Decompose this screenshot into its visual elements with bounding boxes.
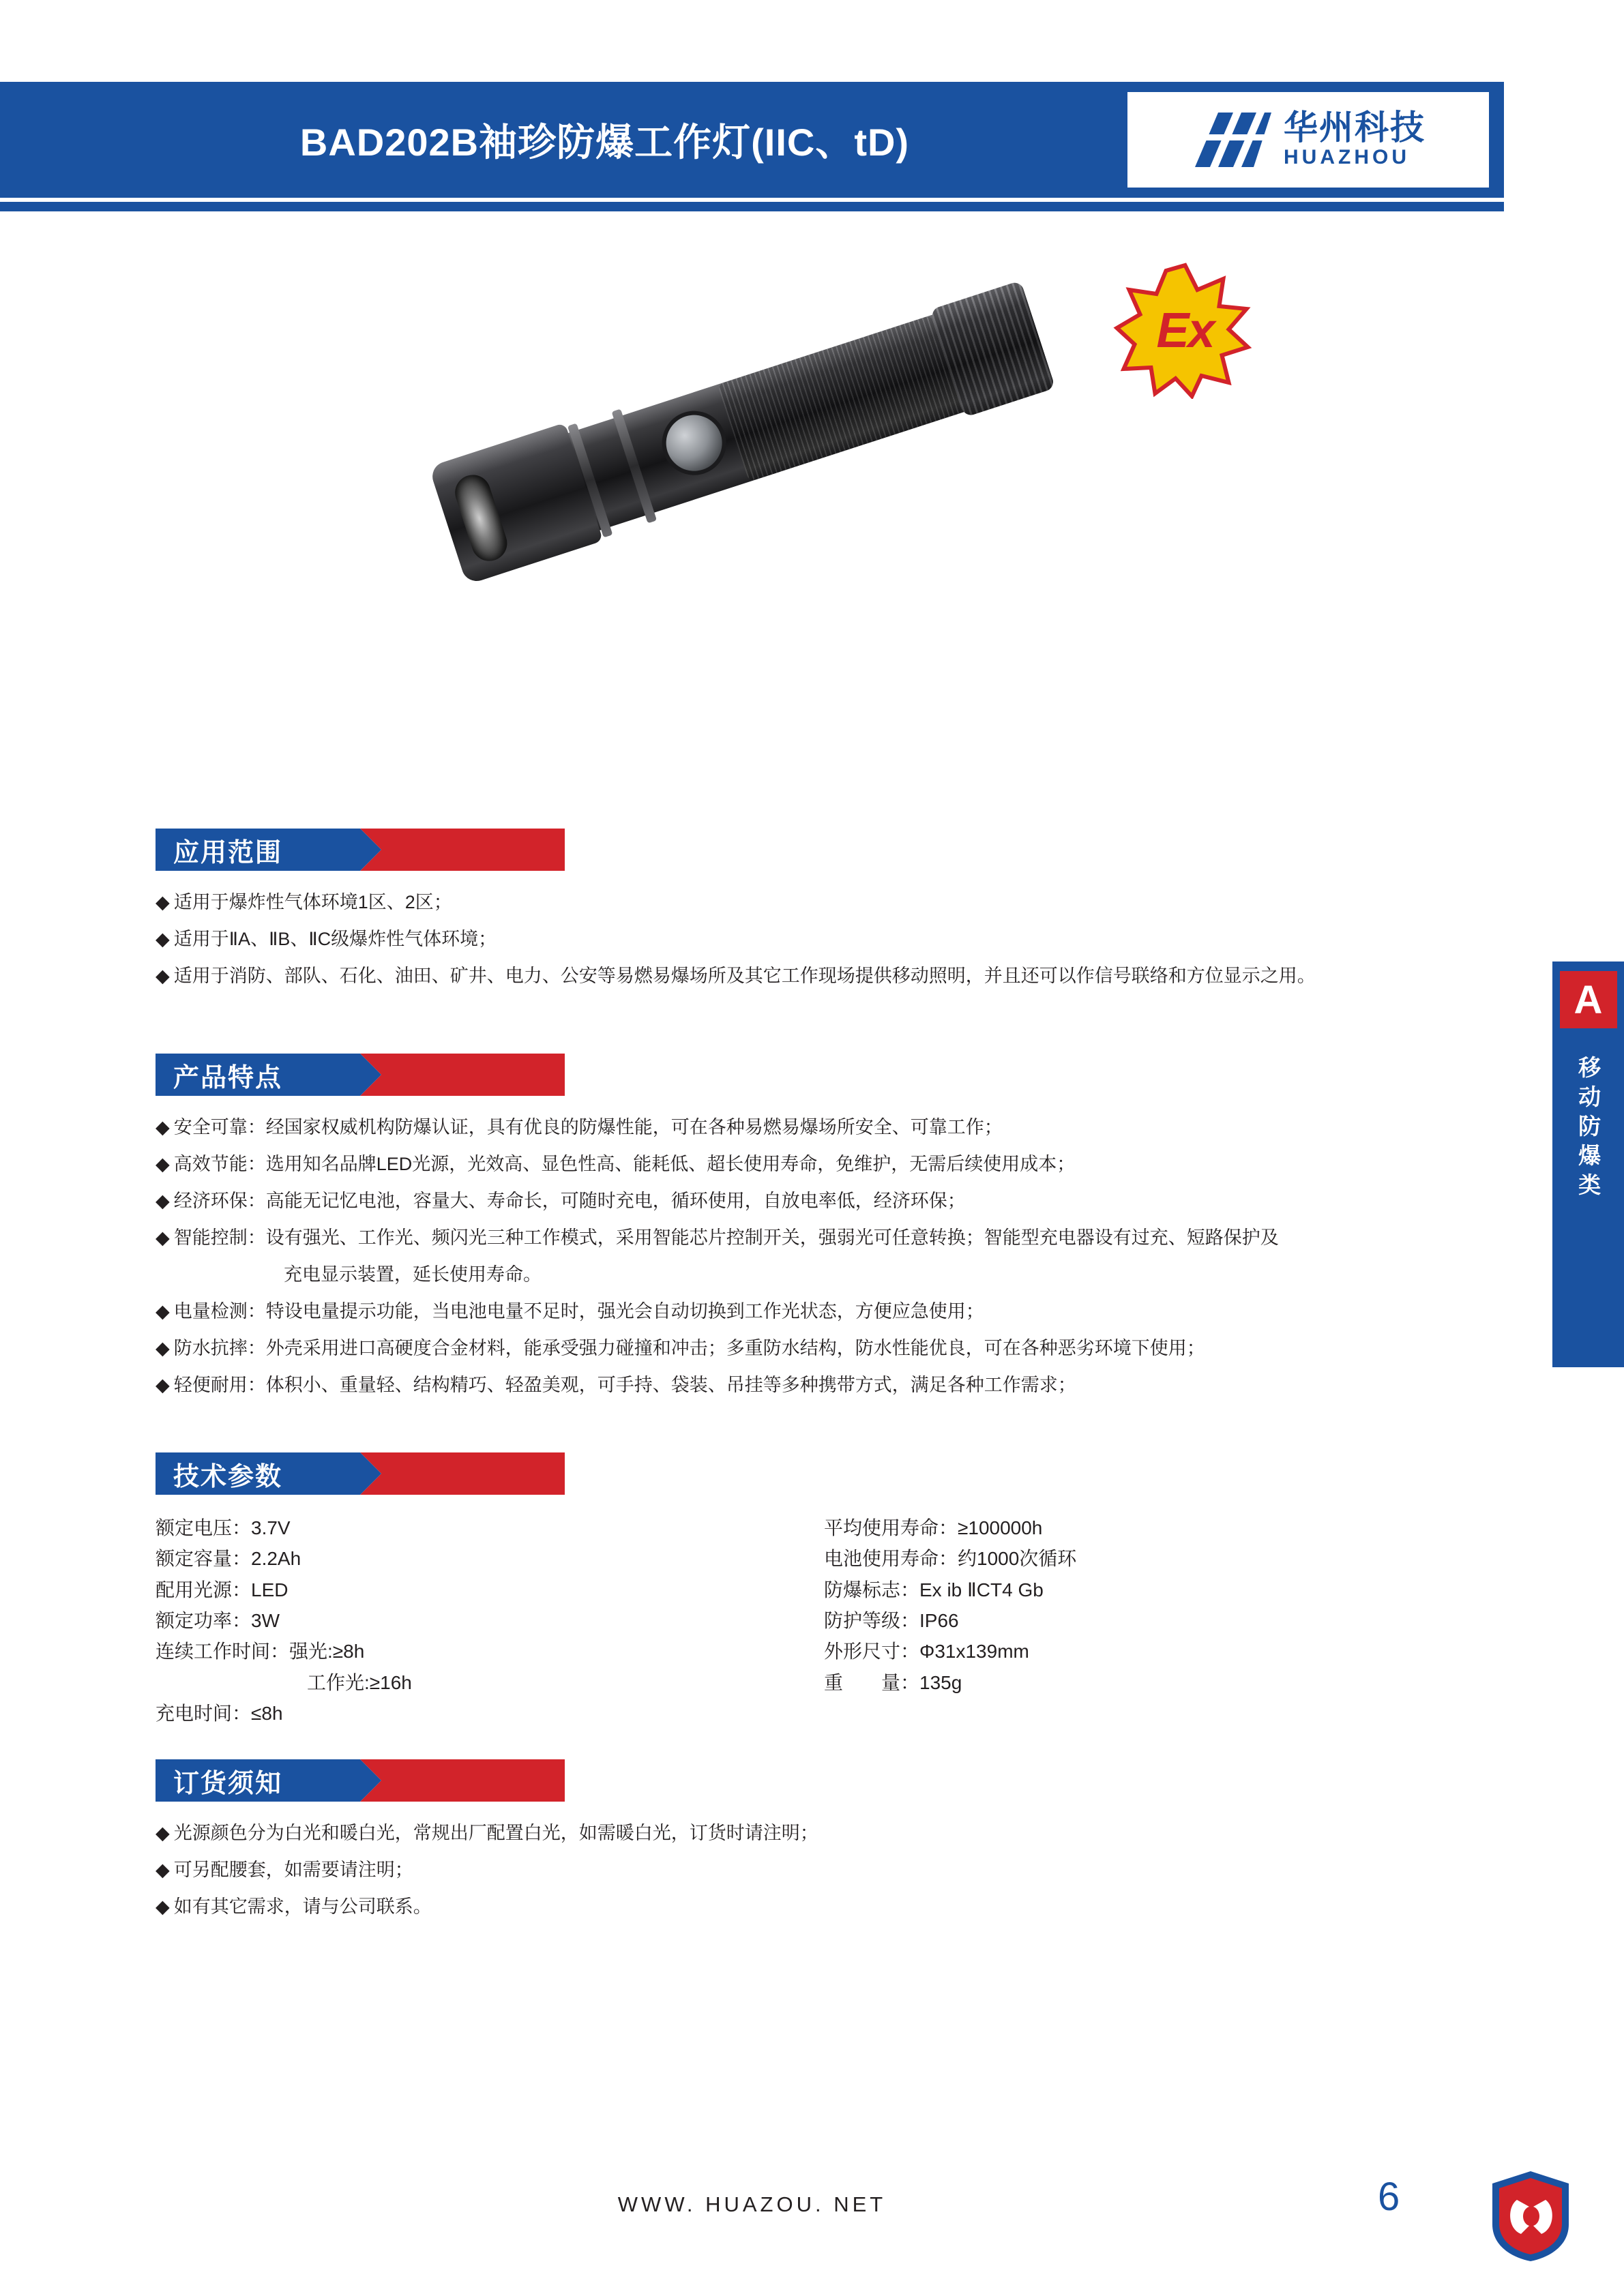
list-item-continuation: 充电显示装置，延长使用寿命。	[284, 1264, 542, 1285]
diamond-bullet-icon: ◆	[156, 1375, 170, 1396]
section-heading-features	[156, 1054, 565, 1096]
list-item-text: 适用于爆炸性气体环境1区、2区；	[173, 892, 452, 912]
spec-row: 工作光:≥16h	[307, 1671, 412, 1693]
list-item-text: 经济环保：高能无记忆电池，容量大、寿命长，可随时充电，循环使用，自放电率低，经济环保；	[173, 1191, 966, 1212]
flashlight-image	[415, 246, 1140, 603]
section-technical-parameters	[156, 1452, 1376, 1729]
side-category-tab	[1552, 961, 1624, 1367]
list-item-text: 高效节能：选用知名品牌LED光源，光效高、显色性高、能耗低、超长使用寿命，免维护，无需后续使用成本；	[173, 1154, 1076, 1175]
spec-row: 连续工作时间：强光:≥8h	[156, 1641, 365, 1663]
list-item	[156, 1819, 1376, 1847]
spec-row: 外形尺寸：Φ31x139mm	[824, 1641, 1029, 1663]
diamond-bullet-icon: ◆	[156, 1117, 170, 1137]
section-heading-label: 产品特点	[156, 1054, 360, 1096]
list-item	[156, 1187, 1376, 1215]
list-item-text: 安全可靠：经国家权威机构防爆认证，具有优良的防爆性能，可在各种易燃易爆场所安全、可靠工作；	[173, 1117, 1003, 1137]
product-image-area	[0, 225, 1504, 791]
section-ordering-notes	[156, 1759, 1376, 1930]
spec-row: 平均使用寿命：≥100000h	[824, 1517, 1043, 1538]
page-title: BAD202B袖珍防爆工作灯(IIC、tD)	[299, 121, 910, 164]
brand-logo-text	[1284, 110, 1426, 170]
list-item	[156, 1114, 1376, 1142]
side-tab-letter: A	[1560, 971, 1617, 1028]
section-heading-accent	[360, 1452, 565, 1495]
flashlight-grip	[718, 315, 963, 482]
list-item	[156, 1224, 1376, 1252]
diamond-bullet-icon: ◆	[156, 1823, 170, 1843]
diamond-bullet-icon: ◆	[156, 1227, 170, 1249]
section-product-features	[156, 1054, 1376, 1408]
spec-row: 防爆标志：Ex ib ⅡCT4 Gb	[824, 1579, 1044, 1600]
list-item	[156, 962, 1376, 990]
list-item-text: 适用于ⅡA、ⅡB、ⅡC级爆炸性气体环境；	[173, 929, 497, 950]
spec-row: 重 量：135g	[824, 1671, 962, 1693]
side-tab-label: 移动防爆类	[1576, 1056, 1601, 1202]
list-item	[156, 1335, 1376, 1362]
list-item	[156, 1298, 1376, 1326]
company-shield-logo-icon	[1487, 2168, 1574, 2264]
list-item-text: 如有其它需求，请与公司联系。	[173, 1896, 432, 1918]
section-heading-label: 应用范围	[156, 829, 360, 871]
list-item-text: 可另配腰套，如需要请注明；	[173, 1860, 413, 1881]
diamond-bullet-icon: ◆	[156, 1301, 170, 1322]
spec-row: 额定容量：2.2Ah	[156, 1548, 301, 1570]
section-heading-specs	[156, 1452, 565, 1495]
list-item	[156, 889, 1376, 916]
list-item	[156, 1893, 1376, 1921]
list-item-text: 智能控制：设有强光、工作光、频闪光三种工作模式，采用智能芯片控制开关，强弱光可任意转换；智能型充电器设有过充、短路保护及	[173, 1227, 1279, 1249]
diamond-bullet-icon: ◆	[156, 1191, 170, 1212]
diamond-bullet-icon: ◆	[156, 892, 170, 912]
brand-name-cn: 华州科技	[1284, 108, 1426, 147]
ex-certification-badge	[1112, 263, 1258, 399]
brand-name-en: HUAZHOU	[1284, 146, 1410, 169]
spec-row: 电池使用寿命：约1000次循环	[824, 1548, 1077, 1570]
list-item-text: 适用于消防、部队、石化、油田、矿井、电力、公安等易燃易爆场所及其它工作现场提供移动照明，并且还可以作信号联络和方位显示之用。	[173, 966, 1316, 987]
section-heading-accent	[360, 829, 565, 871]
section-heading-accent	[360, 1759, 565, 1802]
spec-row: 配用光源：LED	[156, 1579, 289, 1600]
diamond-bullet-icon: ◆	[156, 1860, 170, 1881]
list-item	[156, 1150, 1376, 1178]
spec-row: 额定电压：3.7V	[156, 1517, 291, 1538]
list-item	[156, 925, 1376, 953]
ex-badge-text: Ex	[1156, 303, 1214, 358]
list-item-text: 轻便耐用：体积小、重量轻、结构精巧、轻盈美观，可手持、袋装、吊挂等多种携带方式，满足各种工作需求；	[173, 1375, 1076, 1396]
list-item-text: 电量检测：特设电量提示功能，当电池电量不足时，强光会自动切换到工作光状态，方便应急使用；	[173, 1301, 984, 1322]
spec-column-right	[824, 1512, 1342, 1729]
flashlight-lens	[451, 471, 512, 566]
section-heading-application	[156, 829, 565, 871]
section-application-scope	[156, 829, 1376, 999]
list-item	[156, 1856, 1376, 1884]
list-item	[156, 1371, 1376, 1399]
header-underline	[0, 202, 1504, 211]
spec-row: 额定功率：3W	[156, 1610, 280, 1632]
section-heading-accent	[360, 1054, 565, 1096]
huazhou-logo-icon	[1191, 107, 1273, 173]
list-item-text: 光源颜色分为白光和暖白光，常规出厂配置白光，如需暖白光，订货时请注明；	[173, 1823, 818, 1843]
diamond-bullet-icon: ◆	[156, 1896, 170, 1918]
spec-column-left	[156, 1512, 824, 1729]
spec-row: 充电时间：≤8h	[156, 1703, 283, 1725]
diamond-bullet-icon: ◆	[156, 1338, 170, 1359]
brand-logo	[1127, 92, 1489, 188]
spec-row: 防护等级：IP66	[824, 1610, 959, 1632]
spec-table	[156, 1512, 1376, 1729]
diamond-bullet-icon: ◆	[156, 929, 170, 950]
diamond-bullet-icon: ◆	[156, 1154, 170, 1175]
footer-website-url: WWW. HUAZOU. NET	[617, 2192, 887, 2216]
list-item-text: 防水抗摔：外壳采用进口高硬度合金材料，能承受强力碰撞和冲击；多重防水结构，防水性能优良，可在各种恶劣环境下使用；	[173, 1338, 1205, 1359]
page-number: 6	[1378, 2175, 1400, 2219]
page-header	[0, 82, 1504, 198]
section-heading-ordering	[156, 1759, 565, 1802]
diamond-bullet-icon: ◆	[156, 966, 170, 987]
section-heading-label: 订货须知	[156, 1759, 360, 1802]
section-heading-label: 技术参数	[156, 1452, 360, 1495]
